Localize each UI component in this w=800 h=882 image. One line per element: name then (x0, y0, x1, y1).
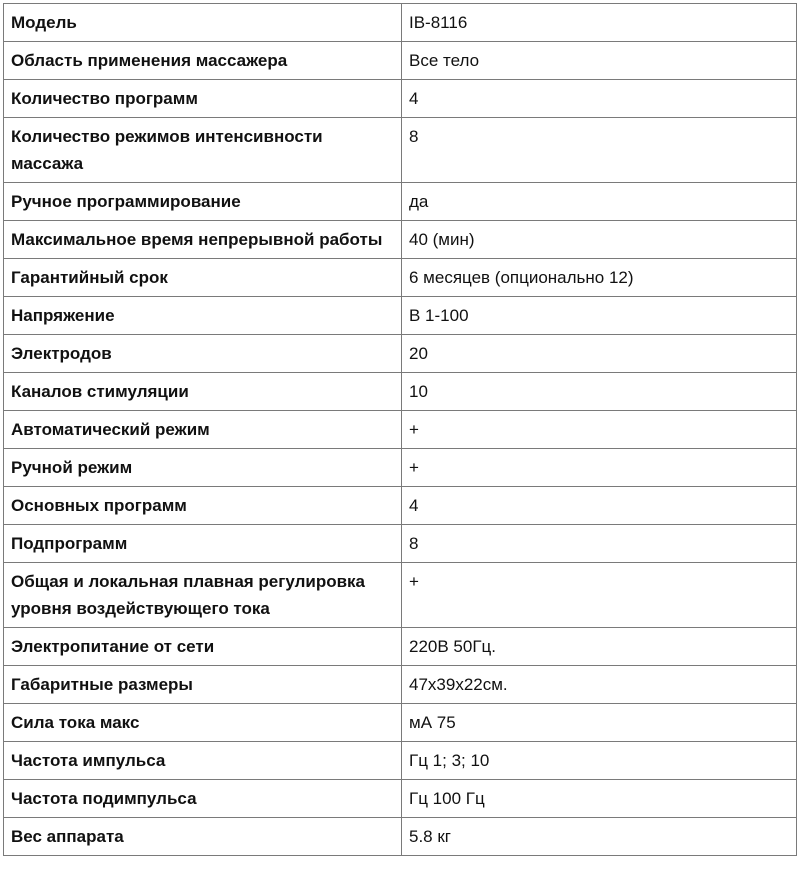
table-row (4, 259, 797, 297)
table-row (4, 628, 797, 666)
row-label: Электропитание от сети (4, 628, 402, 666)
row-label: Максимальное время непрерывной работы (4, 221, 402, 259)
row-label: Гарантийный срок (4, 259, 402, 297)
spec-table (3, 3, 797, 856)
table-row (4, 525, 797, 563)
table-row (4, 183, 797, 221)
row-value: 5.8 кг (402, 818, 797, 856)
row-value: + (402, 411, 797, 449)
row-label: Общая и локальная плавная регулировка уровня воздействующего тока (4, 563, 402, 628)
table-row (4, 449, 797, 487)
row-label: Напряжение (4, 297, 402, 335)
row-value: В 1-100 (402, 297, 797, 335)
row-value: 20 (402, 335, 797, 373)
row-value: 6 месяцев (опционально 12) (402, 259, 797, 297)
row-value: мА 75 (402, 704, 797, 742)
table-row (4, 818, 797, 856)
row-label: Количество режимов интенсивности массажа (4, 118, 402, 183)
row-value: 220В 50Гц. (402, 628, 797, 666)
table-row (4, 666, 797, 704)
table-row (4, 297, 797, 335)
row-label: Габаритные размеры (4, 666, 402, 704)
table-row (4, 563, 797, 628)
row-label: Основных программ (4, 487, 402, 525)
row-label: Область применения массажера (4, 42, 402, 80)
row-label: Модель (4, 4, 402, 42)
row-value: Гц 100 Гц (402, 780, 797, 818)
table-row (4, 780, 797, 818)
row-value: 4 (402, 80, 797, 118)
row-label: Частота импульса (4, 742, 402, 780)
row-label: Количество программ (4, 80, 402, 118)
row-value: 4 (402, 487, 797, 525)
table-row (4, 80, 797, 118)
row-label: Подпрограмм (4, 525, 402, 563)
table-row (4, 221, 797, 259)
row-label: Электродов (4, 335, 402, 373)
row-label: Сила тока макс (4, 704, 402, 742)
row-value: 40 (мин) (402, 221, 797, 259)
table-row (4, 42, 797, 80)
row-value: 47х39х22см. (402, 666, 797, 704)
row-label: Вес аппарата (4, 818, 402, 856)
row-value: 8 (402, 118, 797, 183)
row-value: да (402, 183, 797, 221)
row-value: 8 (402, 525, 797, 563)
table-row (4, 487, 797, 525)
row-value: + (402, 449, 797, 487)
table-row (4, 118, 797, 183)
row-label: Ручной режим (4, 449, 402, 487)
row-value: IB-8116 (402, 4, 797, 42)
row-label: Автоматический режим (4, 411, 402, 449)
row-value: Все тело (402, 42, 797, 80)
row-value: + (402, 563, 797, 628)
table-row (4, 335, 797, 373)
table-row (4, 373, 797, 411)
table-row (4, 4, 797, 42)
row-label: Ручное программирование (4, 183, 402, 221)
table-row (4, 704, 797, 742)
spec-table-body (4, 4, 797, 856)
table-row (4, 742, 797, 780)
row-label: Каналов стимуляции (4, 373, 402, 411)
row-value: Гц 1; 3; 10 (402, 742, 797, 780)
row-label: Частота подимпульса (4, 780, 402, 818)
table-row (4, 411, 797, 449)
row-value: 10 (402, 373, 797, 411)
